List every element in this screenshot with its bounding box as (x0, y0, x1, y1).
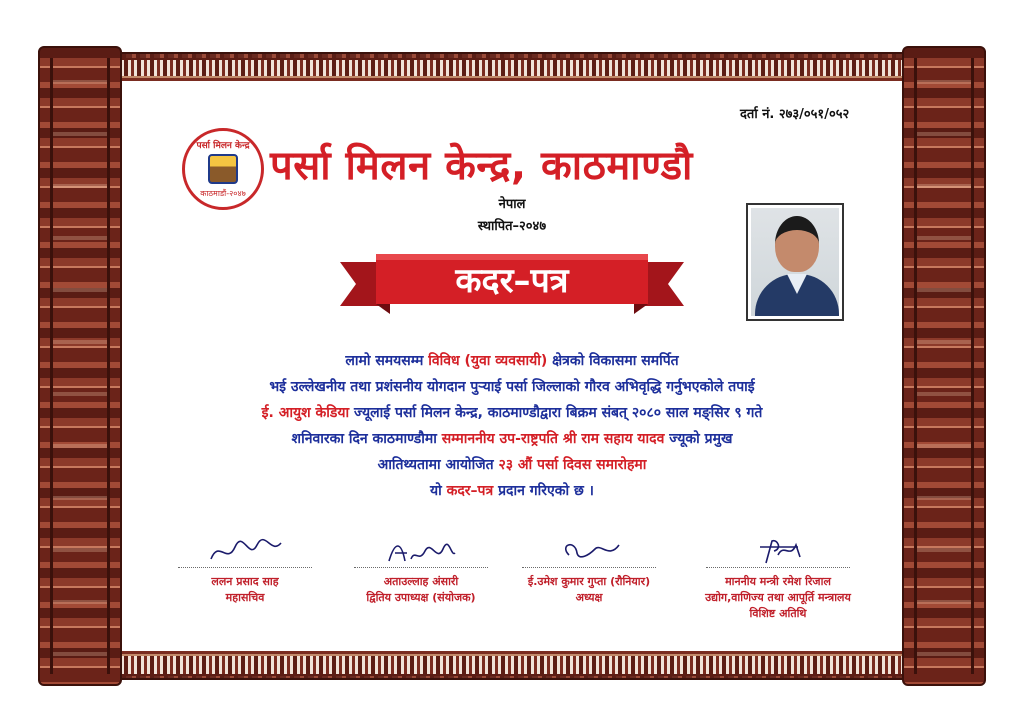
field-highlight: विविध (युवा व्यवसायी) (428, 353, 548, 369)
registration-number: दर्ता नं. २७३/०५१/०५२ (740, 107, 850, 122)
chief-guest: सम्माननीय उप-राष्ट्रपति श्री राम सहाय यादव (441, 431, 665, 447)
right-carved-pillar (902, 46, 986, 686)
signatory-4 (688, 532, 868, 622)
recipient-name: ई. आयुश केडिया (261, 405, 350, 421)
signatory-title: द्वितिय उपाध्यक्ष (संयोजक) (366, 591, 476, 604)
signature-mark-icon (178, 532, 312, 568)
signature-row (160, 532, 864, 632)
left-carved-pillar (38, 46, 122, 686)
body-line-6: यो कदर–पत्र प्रदान गरिएको छ । (430, 483, 594, 499)
signature-mark-icon (354, 532, 488, 568)
logo-bottom-text: काठमाडौं-२०४७ (200, 189, 246, 198)
signatory-3 (504, 532, 674, 606)
signatory-role: विशिष्ट अतिथि (749, 607, 807, 620)
body-line-1: लामो समयसम्म विविध (युवा व्यवसायी) क्षेत्रको विकासमा समर्पित (345, 353, 679, 369)
event-name: २३ औं पर्सा दिवस समारोहमा (498, 457, 647, 473)
certificate-body (150, 348, 874, 504)
signatory-title: अध्यक्ष (575, 591, 603, 604)
signatory-name: ई.उमेश कुमार गुप्ता (रौनियार) (527, 575, 651, 588)
body-line-2: भई उल्लेखनीय तथा प्रशंसनीय योगदान पुऱ्याई पर्सा जिल्लाको गौरव अभिवृद्धि गर्नुभएकोले तपाई (269, 379, 755, 395)
frame-bottom-band (100, 652, 924, 676)
certificate-type: कदर–पत्र (446, 483, 494, 499)
temple-emblem-icon (208, 154, 238, 184)
body-line-5: आतिथ्यतामा आयोजित २३ औं पर्सा दिवस समारोहमा (377, 457, 647, 473)
body-line-4: शनिवारका दिन काठमाण्डौमा सम्माननीय उप-राष्ट्रपति श्री राम सहाय यादव ज्यूको प्रमुख (291, 431, 733, 447)
established-label: स्थापित–२०४७ (477, 219, 547, 234)
signatory-name: माननीय मन्त्री रमेश रिजाल (725, 575, 831, 588)
signatory-1 (160, 532, 330, 606)
logo-top-text: पर्सा मिलन केन्द्र (196, 141, 250, 151)
signatory-title: महासचिव (225, 591, 265, 604)
organization-name: पर्सा मिलन केन्द्र, काठमाण्डौ (270, 143, 693, 189)
country-label: नेपाल (498, 197, 526, 212)
recipient-photo (746, 203, 844, 321)
body-line-3: ई. आयुश केडिया ज्यूलाई पर्सा मिलन केन्द्र, काठमाण्डौद्वारा बिक्रम संबत् २०८० साल मङ्सिर ९ गते (261, 405, 763, 421)
signatory-name: ललन प्रसाद साह (211, 575, 279, 588)
certificate-title: कदर–पत्र (455, 261, 569, 301)
title-ribbon (340, 248, 684, 316)
signature-mark-icon (522, 532, 656, 568)
signatory-title: उद्योग,वाणिज्य तथा आपूर्ति मन्त्रालय (705, 591, 851, 604)
signatory-name: अताउल्लाह अंसारी (383, 575, 459, 588)
signature-mark-icon (706, 532, 850, 568)
signatory-2 (336, 532, 506, 606)
